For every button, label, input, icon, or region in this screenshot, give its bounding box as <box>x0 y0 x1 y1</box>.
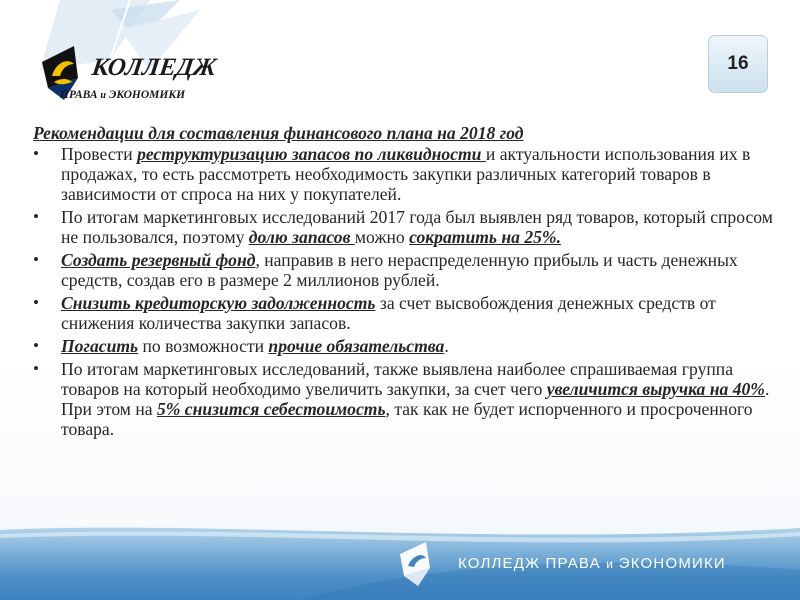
list-item: • Снизить кредиторскую задолженность за счет высвобождения денежных средств от снижения количества закупки запасов. <box>33 293 785 333</box>
slide-content <box>33 123 785 442</box>
list-item: • Провести реструктуризацию запасов по ликвидности и актуальности использования их в продажах, то есть рассмотреть необходимость закупки различных категорий товаров в зависимости от спроса на них у покупателей. <box>33 144 785 204</box>
list-item: • Погасить по возможности прочие обязательства. <box>33 336 785 356</box>
college-logo <box>34 42 219 112</box>
logo-subtitle: ПРАВА и ЭКОНОМИКИ <box>60 89 186 101</box>
slide-number-badge: 16 <box>708 35 768 93</box>
list-item: • Создать резервный фонд, направив в него нераспределенную прибыль и часть денежных средств, создав его в размере 2 миллионов рублей. <box>33 250 785 290</box>
logo-wordmark: КОЛЛЕДЖ <box>90 54 219 81</box>
footer-college-name: КОЛЛЕДЖ ПРАВА и ЭКОНОМИКИ <box>458 555 726 572</box>
recommendations-list <box>33 144 785 439</box>
slide-heading: Рекомендации для составления финансового плана на 2018 год <box>33 123 524 143</box>
list-item: • По итогам маркетинговых исследований, также выявлена наиболее спрашиваемая группа товаров на который необходимо увеличить закупки, за счет чего увеличится выручка на 40%. При этом на 5% снизится себестоимость, так как не будет испорченного и просроченного товара. <box>33 359 785 439</box>
list-item: • По итогам маркетинговых исследований 2017 года был выявлен ряд товаров, который спросом не пользовался, поэтому долю запасов можно сократить на 25%. <box>33 207 785 247</box>
footer-logo-icon <box>394 540 444 586</box>
footer-band <box>0 524 800 600</box>
